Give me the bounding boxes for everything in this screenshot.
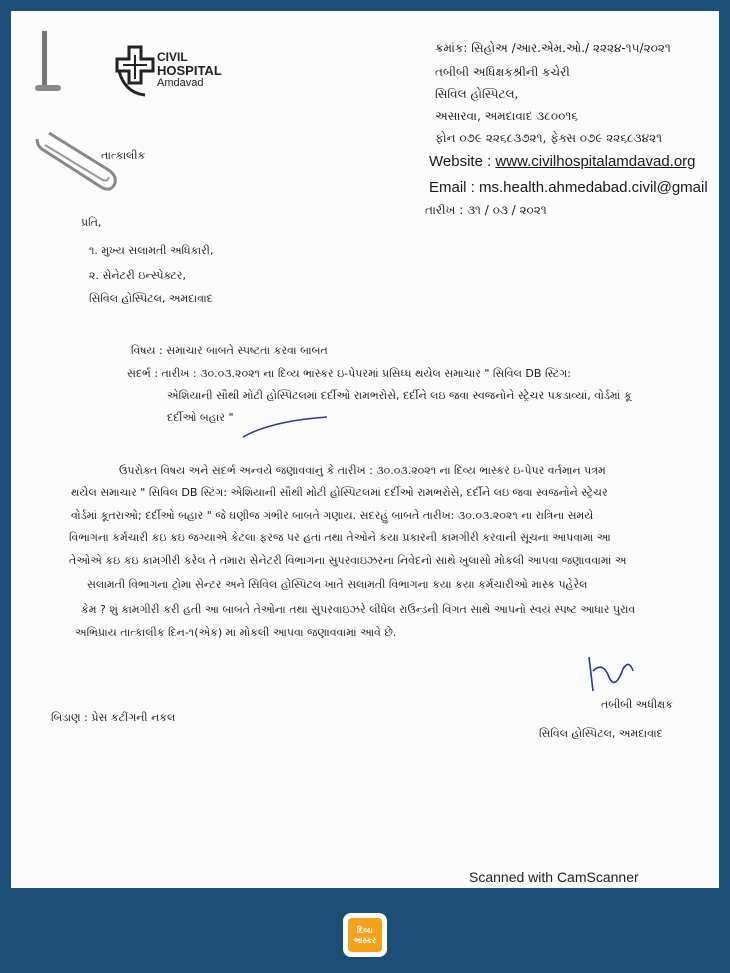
civil-hospital-logo — [115, 45, 255, 105]
document-page — [11, 11, 719, 888]
signature-icon — [579, 651, 639, 701]
scanner-watermark: Scanned with CamScanner — [469, 869, 639, 885]
body-line-2: થયેલ સમાચાર " સિવિલ DB સ્ટિંગ: એશિયાની સૌથી મોટી હોસ્પિટલમાં દર્દીઓ રામભરોસે, દર્દીને લઇ જવા સ્વજનોને સ્ટ્રેચર — [71, 486, 608, 499]
pen-stroke-icon — [241, 415, 331, 441]
enclosure-note: બિડાણ : પ્રેસ કટીંગની નકલ — [51, 711, 176, 724]
urgent-label: તાત્કાલીક — [101, 149, 146, 162]
recipient-1: ૧. મુખ્ય સલામતી અધિકારી, — [89, 244, 214, 257]
signatory-title: તબીબી અધીક્ષક — [601, 698, 673, 711]
recipient-2: ૨. સેનેટરી ઇન્સ્પેક્ટર, — [89, 269, 186, 282]
phone-fax: ફોન ૦૭૯ ૨૨૬૮૩૭૨૧, ફેક્સ ૦૭૯ ૨૨૬૮૩૪૨૧ — [435, 131, 663, 145]
body-line-5: તેઓએ કઇ કઇ કામગીરી કરેલ તે તમારા સેનેટરી વિભાગના સુપરવાઇઝરના નિવેદનો સાથે ખુલાસો મોકલી આપવા જણાવવામાં અ — [69, 554, 627, 567]
cross-logo-icon — [115, 45, 155, 97]
office-name: તબીબી અધિક્ષકશ્રીની કચેરી — [435, 65, 570, 79]
hospital-name: સિવિલ હોસ્પિટલ, — [435, 87, 519, 101]
brand-badge: દિવ્ય ભાસ્કર — [348, 918, 382, 952]
address: અસારવા, અમદાવાદ ૩૮૦૦૧૬ — [435, 109, 578, 123]
body-line-3: વોર્ડમાં કૂતરાઓ; દર્દીઓ બહાર " જે ઘણીજ ગંભીર બાબતે ગણાય. સદરહું બાબતે તારીખ: ૩૦.૦૩.૨૦૨૧ ના રાત્રિના સમયે — [71, 509, 594, 522]
body-line-8: અભિપ્રાય તાત્કાલીક દિન-૧(એક) માં મોકલી આપવા જણાવવામાં આવે છે. — [75, 626, 397, 639]
letter-date: તારીખ : ૩૧ / ૦૩ / ૨૦૨૧ — [425, 203, 547, 217]
logo-text: CIVIL HOSPITAL Amdavad — [157, 50, 222, 89]
prati-label: પ્રતિ, — [81, 216, 102, 229]
subject-line: વિષય : સમાચાર બાબતે સ્પષ્ટતા કરવા બાબત — [131, 344, 328, 357]
body-line-1: ઉપરોક્ત વિષય અને સંદર્ભ અન્વયે જણાવવાનું કે તારીખ : ૩૦.૦૩.૨૦૨૧ ના દિવ્ય ભાસ્કર ઇ-પેપર વર્તમાન પત્રમ — [119, 464, 606, 477]
reference-line-1: સંદર્ભ : તારીખ : ૩૦.૦૩.૨૦૨૧ ના દિવ્ય ભાસ્કર ઇ-પેપરમાં પ્રસિધ્ધ થયેલ સમાચાર " સિવિલ DB સ્ટિંગ: — [127, 367, 572, 380]
website-line — [429, 153, 696, 170]
body-line-6: સલામતી વિભાગના ટ્રોમા સેન્ટર અને સિવિલ હોસ્પિટલ ખાતે સલામતી વિભાગના કયા કયા કર્મચારીઓ માસ્ક પહેરેલ — [87, 578, 588, 591]
body-line-4: વિભાગના કર્મચારી કઇ કઇ જગ્યાએ કેટલા ફરજ પર હતાં તથા તેઓને કયા પ્રકારની કામગીરી કરવાની સૂચના આપવામાં આ — [69, 531, 611, 544]
paper-clip-icon — [35, 27, 125, 197]
email-label: Email : — [429, 179, 475, 196]
reference-line-2: એશિયાની સૌથી મોટી હોસ્પિટલમાં દર્દીઓ રામભરોસે, દર્દીને લઇ જવા સ્વજનોને સ્ટ્રેચર પકડાવ્યાં, વોર્ડમાં કૂ — [167, 389, 632, 402]
email-line — [429, 179, 708, 196]
reference-number: ક્રમાંક: સિહોઅ /આર.એમ.ઓ./ ૨૨૨૪-૧૫/૨૦૨૧ — [435, 41, 671, 55]
recipient-3: સિવિલ હોસ્પિટલ, અમદાવાદ — [89, 292, 213, 305]
email-address[interactable]: ms.health.ahmedabad.civil@gmail — [479, 179, 708, 196]
website-label: Website : — [429, 153, 492, 170]
reference-line-3: દર્દીઓ બહાર " — [167, 411, 234, 424]
body-line-7: કેમ ? શું કામગીરી કરી હતી આ બાબતે તેઓના તથા સુપરવાઇઝરે લીધેલ રાઉન્ડની વિગત સાથે આપનો સ્વયં સ્પષ્ટ આધાર પુરાવ — [81, 603, 636, 616]
website-link[interactable]: www.civilhospitalamdavad.org — [495, 153, 696, 170]
signatory-org: સિવિલ હોસ્પિટલ, અમદાવાદ — [539, 727, 663, 740]
divya-bhaskar-logo — [343, 913, 387, 957]
